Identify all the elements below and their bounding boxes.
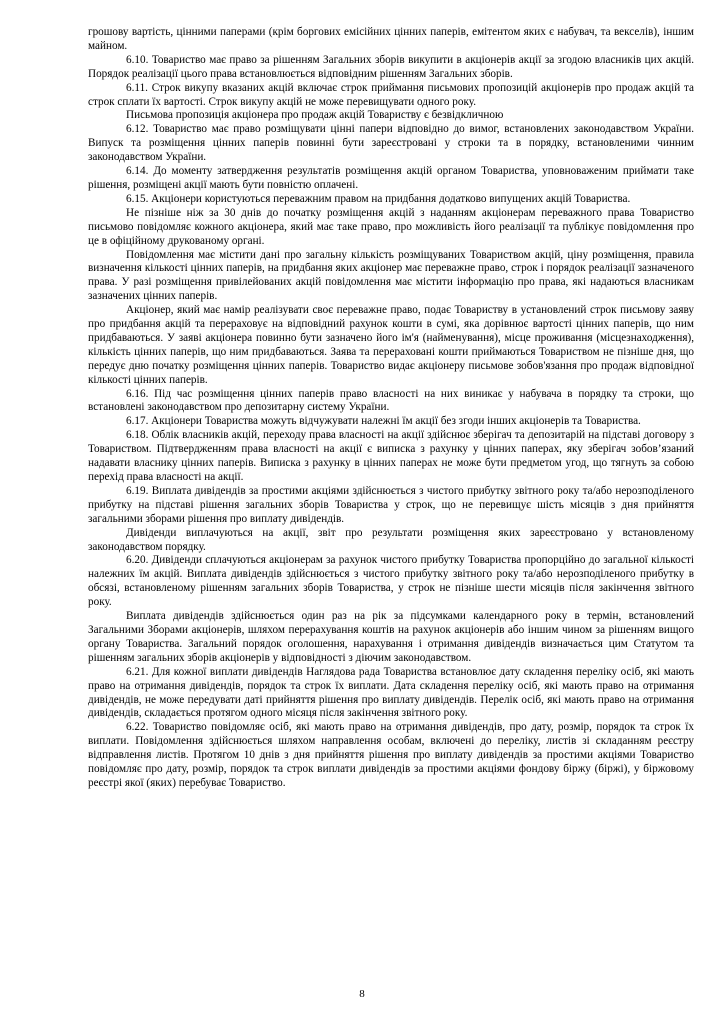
paragraph: 6.18. Облік власників акцій, переходу права власності на акції здійснює зберігач та депозитарій на підставі договору з Товариством. Підтвердженням права власності на акції є виписка з рахунку у цінних паперах, яку зберігач зобов’язаний надавати власнику цінних паперів. Виписка з рахунку в цінних паперах не може бути предметом угод, що тягнуть за собою перехід права власності на акції. <box>88 429 694 483</box>
paragraph: 6.11. Строк викупу вказаних акцій включає строк приймання письмових пропозицій акціонерів про продаж акцій та строк сплати їх вартості. Строк викупу акцій не може перевищувати одного року. <box>88 81 694 108</box>
paragraph: Виплата дивідендів здійснюється один раз на рік за підсумками календарного року в термін, встановлений Загальними Зборами акціонерів, шляхом перерахування коштів на рахунок акціонерів або іншим чином за рішенням вищого органу Товариства. Загальний порядок оголошення, нарахування і отримання дивідендів визначається цим Статутом та рішенням загальних зборів акціонерів у відповідності з діючим законодавством. <box>88 610 694 664</box>
paragraph: Акціонер, який має намір реалізувати своє переважне право, подає Товариству в установлений строк письмову заяву про придбання акцій та перераховує на відповідний рахунок кошти в сумі, яка дорівнює вартості цінних паперів, що ним придбаваються. У заяві акціонера повинно бути зазначено його ім'я (найменування), місце проживання (місцезнаходження), кількість цінних паперів, що ним придбаваються. Заява та перераховані кошти приймаються Товариством не пізніше дня, що передує дню початку розміщення цінних паперів. Товариство видає акціонеру письмове зобов'язання про продаж відповідної кількості цінних паперів. <box>88 304 694 386</box>
document-page <box>88 26 694 791</box>
paragraph: Не пізніше ніж за 30 днів до початку розміщення акцій з наданням акціонерам переважного права Товариство письмово повідомляє кожного акціонера, який має таке право, про можливість його реалізації та публікує повідомлення про це в офіційному друкованому органі. <box>88 206 694 247</box>
page-number: 8 <box>359 988 365 1000</box>
paragraph: 6.15. Акціонери користуються переважним правом на придбання додатково випущених акцій Товариства. <box>126 192 631 205</box>
paragraph: 6.22. Товариство повідомляє осіб, які мають право на отримання дивідендів, про дату, розмір, порядок та строк їх виплати. Повідомлення здійснюється шляхом направлення особам, включені до переліку, листів зі складанням реєстру відправлення листів. Протягом 10 днів з дня прийняття рішення про виплату дивідендів за простими акціями Товариство повідомляє про дату, розмір, порядок та строк виплати дивідендів за простими акціями фондову біржу (біржі), у біржовому реєстрі якої (яких) перебуває Товариство. <box>88 721 694 789</box>
paragraph: 6.20. Дивіденди сплачуються акціонерам за рахунок чистого прибутку Товариства пропорційно до загальної кількості належних їм акцій. Виплата дивідендів здійснюється з чистого прибутку звітного року та/або нерозподіленого прибутку в обсязі, встановленому рішенням загальних зборів Товариства, у строк не пізніше шести місяців після закінчення звітного року. <box>88 554 694 609</box>
paragraph: 6.19. Виплата дивідендів за простими акціями здійснюється з чистого прибутку звітного року та/або нерозподіленого прибутку на підставі рішення загальних зборів Товариства у строк, що не перевищує шість місяців з дня прийняття загальними зборами рішення про виплату дивідендів. <box>88 484 694 525</box>
paragraph: 6.12. Товариство має право розміщувати цінні папери відповідно до вимог, встановлених законодавством України. Випуск та розміщення цінних паперів повинні бути зареєстровані у строки та в порядку, встановленими чинним законодавством України. <box>88 123 694 164</box>
paragraph: 6.10. Товариство має право за рішенням Загальних зборів викупити в акціонерів акції за згодою власників цих акцій. Порядок реалізації цього права встановлюється відповідним рішенням Загальних зборів. <box>88 53 694 80</box>
paragraph: Дивіденди виплачуються на акції, звіт про результати розміщення яких зареєстровано у встановленому законодавством порядку. <box>88 526 694 553</box>
paragraph: грошову вартість, цінними паперами (крім боргових емісійних цінних паперів, емітентом яких є набувач, та векселів), іншим майном. <box>88 26 694 52</box>
paragraph: 6.14. До моменту затвердження результатів розміщення акцій органом Товариства, уповноваженим приймати таке рішення, розміщені акції мають бути повністю оплачені. <box>88 165 694 191</box>
paragraph: 6.21. Для кожної виплати дивідендів Наглядова рада Товариства встановлює дату складення переліку осіб, які мають право на отримання дивідендів, порядок та строк їх виплати. Дата складення переліку осіб, які мають право на отримання дивідендів, не може передувати даті прийняття рішення про виплату дивідендів. Перелік осіб, які мають право на отримання дивідендів, складається протягом одного місяця після закінчення звітного року. <box>88 665 694 720</box>
paragraph: 6.16. Під час розміщення цінних паперів право власності на них виникає у набувача в порядку та строки, що встановлені законодавством про депозитарну систему України. <box>88 387 694 414</box>
paragraph: Повідомлення має містити дані про загальну кількість розміщуваних Товариством акцій, ціну розміщення, правила визначення кількості цінних паперів, на придбання яких акціонер має переважне право, строк і порядок реалізації зазначеного права. У разі розміщення привілейованих акцій повідомлення має містити інформацію про права, які надаються власникам зазначених цінних паперів. <box>88 248 694 303</box>
paragraph: Письмова пропозиція акціонера про продаж акцій Товариству є безвідкличною <box>126 109 504 122</box>
paragraph: 6.17. Акціонери Товариства можуть відчужувати належні їм акції без згоди інших акціонерів та Товариства. <box>126 415 641 428</box>
